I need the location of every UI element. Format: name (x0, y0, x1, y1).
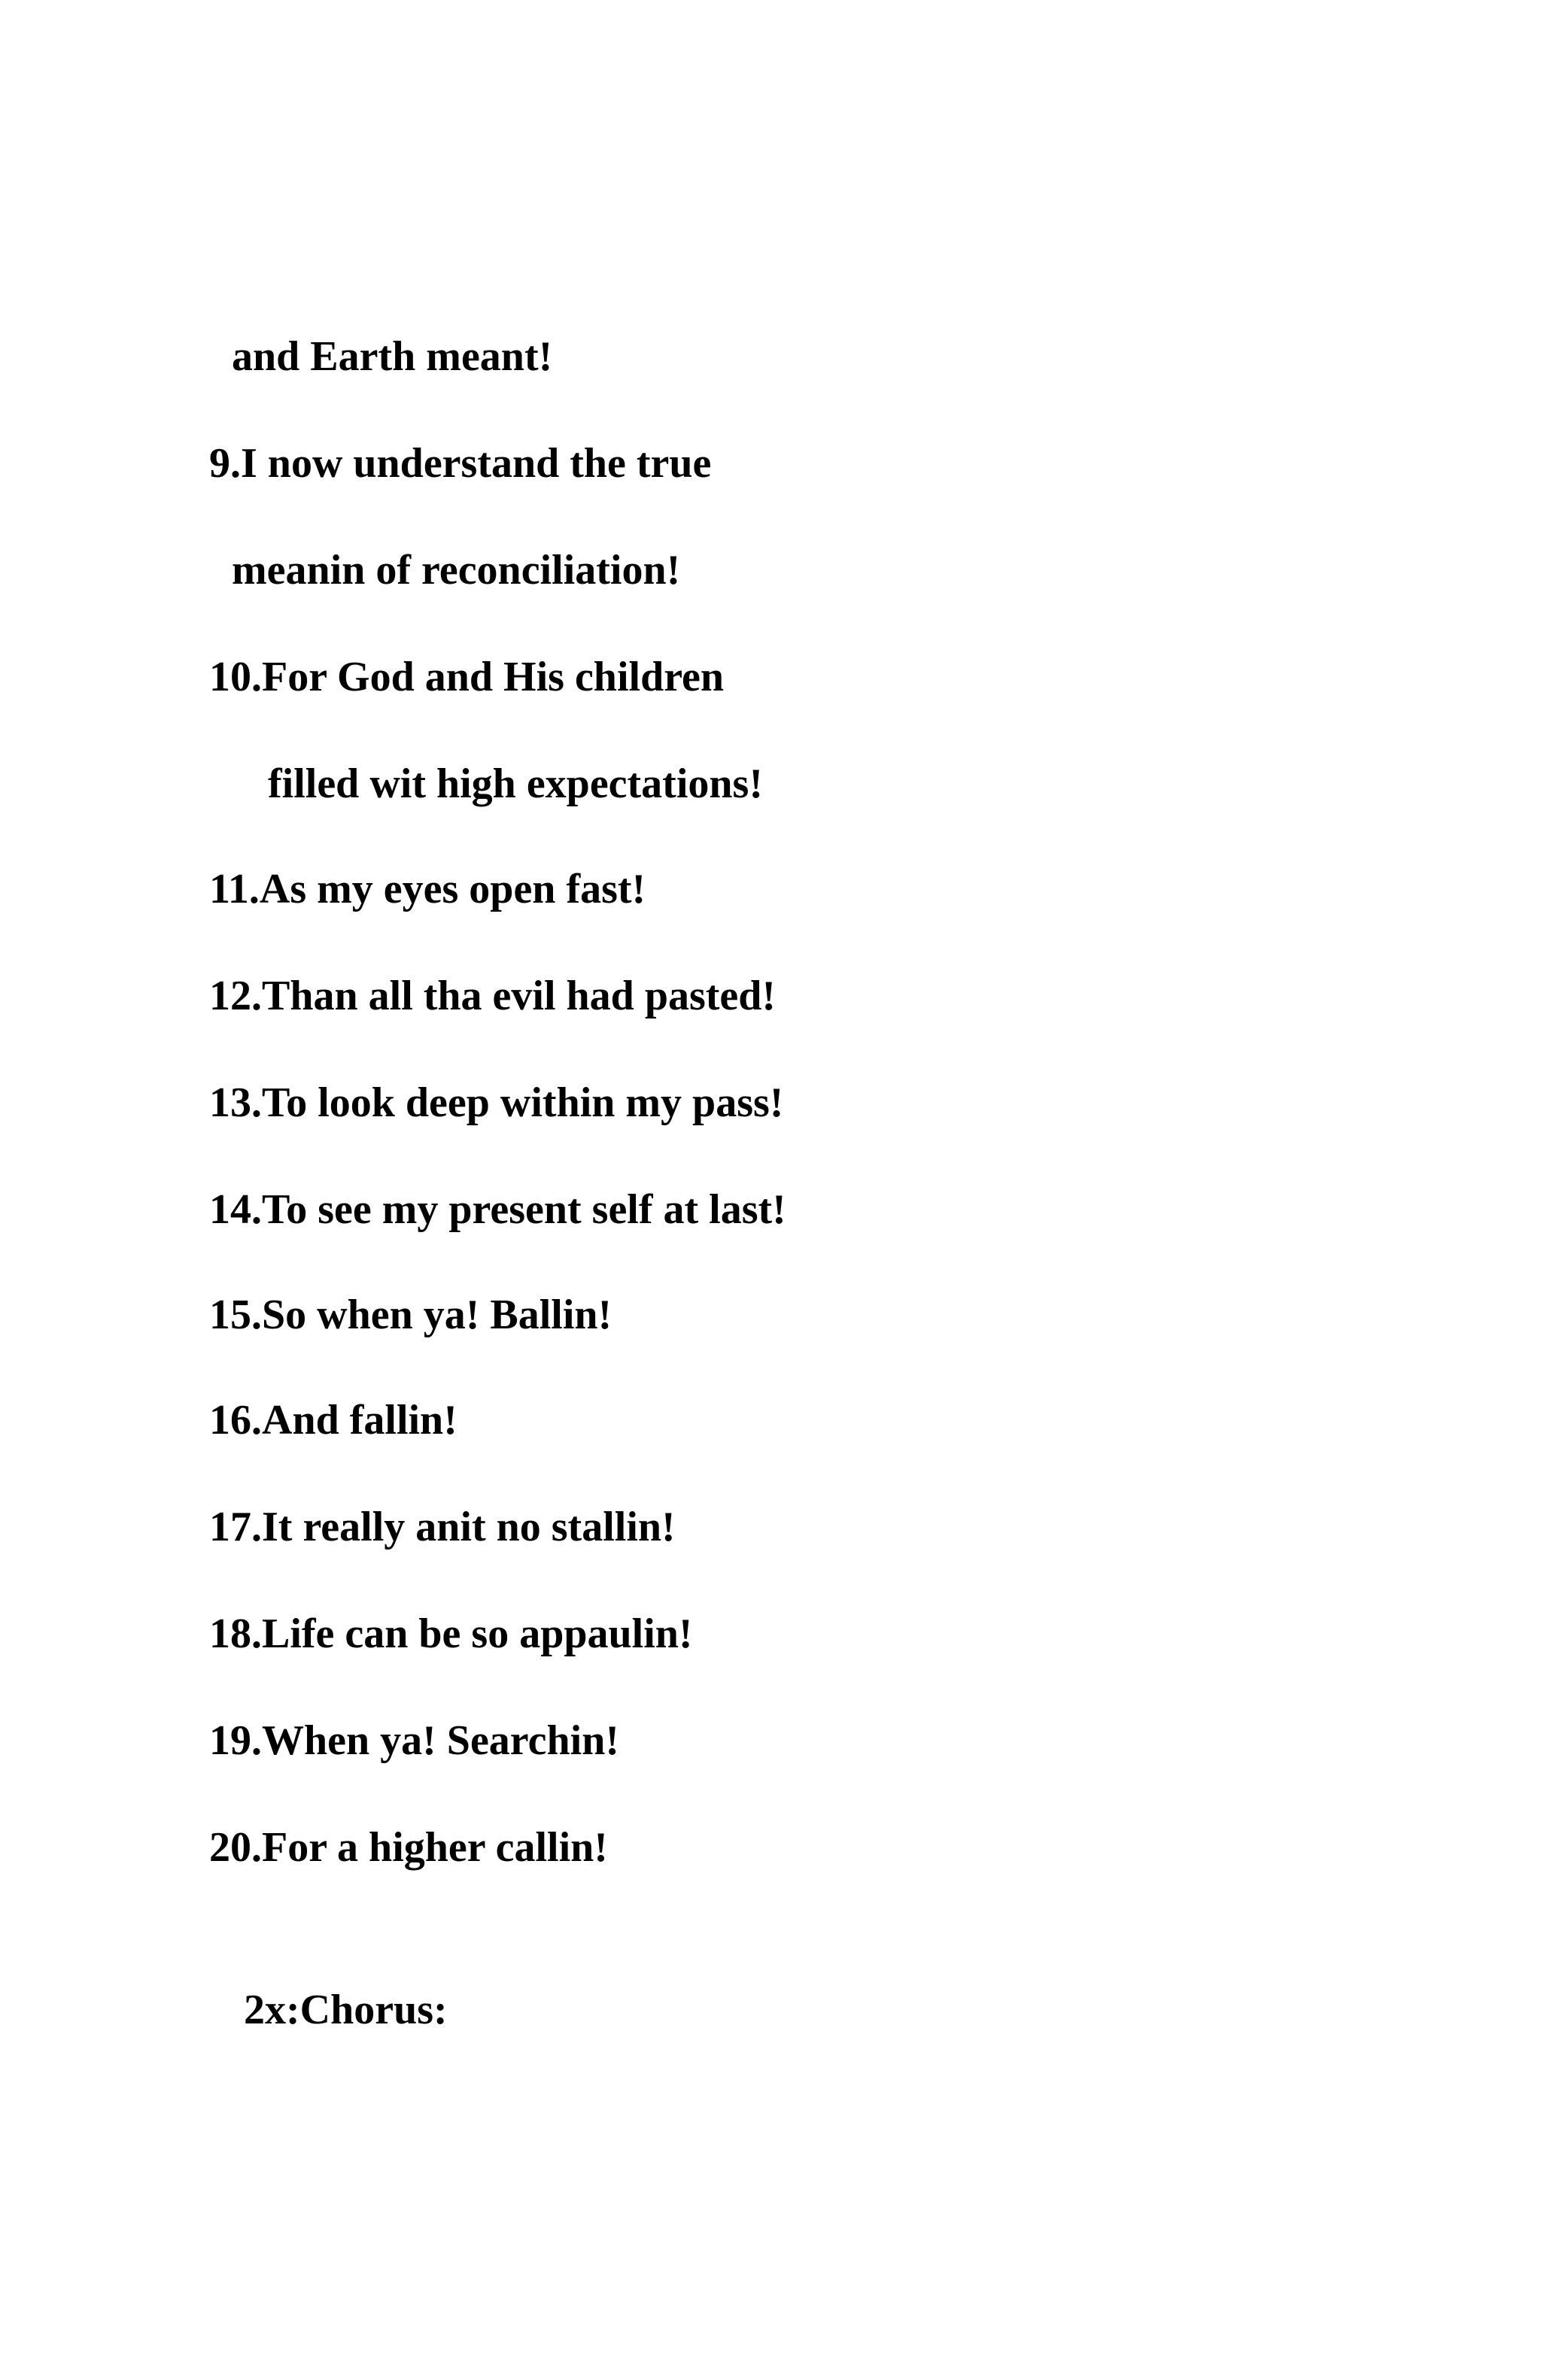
lyric-line: 12.Than all tha evil had pasted! (209, 973, 777, 1019)
lyric-line: 13.To look deep within my pass! (209, 1079, 784, 1126)
lyric-line: 10.For God and His children (209, 654, 725, 700)
lyric-line: 16.And fallin! (209, 1397, 457, 1443)
lyric-line: 19.When ya! Searchin! (209, 1717, 619, 1764)
lyric-line: 15.So when ya! Ballin! (209, 1292, 612, 1338)
lyric-line: 18.Life can be so appaulin! (209, 1610, 693, 1657)
lyric-line: filled wit high expectations! (268, 760, 763, 807)
lyric-line: 20.For a higher callin! (209, 1824, 608, 1871)
lyric-line: and Earth meant! (232, 333, 553, 380)
lyric-line: meanin of reconciliation! (232, 547, 681, 593)
lyric-line: 11.As my eyes open fast! (209, 866, 646, 912)
lyric-line: 14.To see my present self at last! (209, 1186, 786, 1233)
lyric-line: 17.It really anit no stallin! (209, 1504, 676, 1550)
lyric-line: 9.I now understand the true (209, 440, 712, 487)
chorus-label: 2x:Chorus: (244, 1987, 448, 2033)
